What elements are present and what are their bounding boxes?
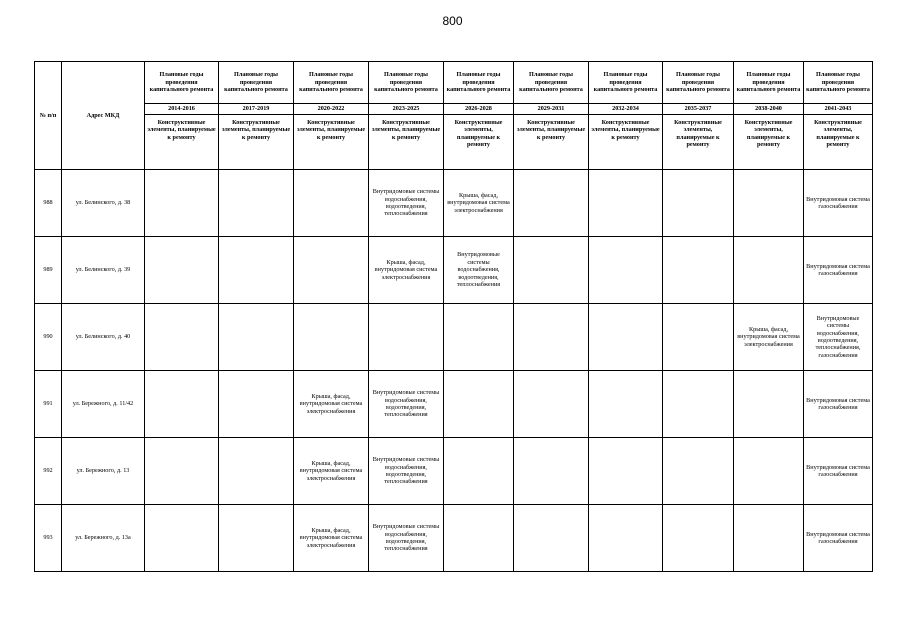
row-address: ул. Белинского, д. 38 — [62, 170, 145, 237]
table-cell — [219, 505, 294, 572]
period-header: 2041-2043 — [804, 104, 873, 115]
row-number: 991 — [35, 371, 62, 438]
row-address: ул. Бережного, д. 13 — [62, 438, 145, 505]
elements-header: Конструктивные элементы, планируемые к ремонту — [219, 115, 294, 170]
row-address: ул. Белинского, д. 40 — [62, 304, 145, 371]
period-header: 2020-2022 — [294, 104, 369, 115]
table-row — [35, 371, 873, 438]
table-cell: Крыша, фасад, внутридомовая система электроснабжения — [734, 304, 804, 371]
table-row — [35, 438, 873, 505]
table-cell: Внутридомовая система газоснабжения — [804, 237, 873, 304]
table-cell — [514, 170, 589, 237]
table-cell: Внутридомовые системы водоснабжения, водоотведения, теплоснабжения, газоснабжения — [804, 304, 873, 371]
table-cell — [589, 438, 663, 505]
period-header: 2038-2040 — [734, 104, 804, 115]
table-cell: Внутридомовая система газоснабжения — [804, 505, 873, 572]
table-cell — [514, 304, 589, 371]
row-number: 992 — [35, 438, 62, 505]
table-cell — [444, 505, 514, 572]
table-cell — [145, 371, 219, 438]
period-header: 2032-2034 — [589, 104, 663, 115]
table-cell — [294, 237, 369, 304]
years-header: Плановые годы проведения капитального ремонта — [369, 62, 444, 104]
elements-header: Конструктивные элементы, планируемые к ремонту — [444, 115, 514, 170]
row-number: 993 — [35, 505, 62, 572]
row-number: 988 — [35, 170, 62, 237]
elements-header: Конструктивные элементы, планируемые к ремонту — [294, 115, 369, 170]
table-cell — [444, 371, 514, 438]
table-cell: Внутридомовые системы водоснабжения, водоотведения, теплоснабжения — [444, 237, 514, 304]
repair-schedule-table — [34, 61, 873, 572]
table-row — [35, 304, 873, 371]
years-header: Плановые годы проведения капитального ремонта — [663, 62, 734, 104]
table-row — [35, 237, 873, 304]
years-header: Плановые годы проведения капитального ремонта — [804, 62, 873, 104]
table-cell — [514, 505, 589, 572]
table-cell — [219, 438, 294, 505]
header-row-years — [35, 62, 873, 104]
table-cell: Крыша, фасад, внутридомовая система электроснабжения — [294, 438, 369, 505]
period-header: 2035-2037 — [663, 104, 734, 115]
period-header: 2026-2028 — [444, 104, 514, 115]
years-header: Плановые годы проведения капитального ремонта — [219, 62, 294, 104]
table-cell — [663, 170, 734, 237]
table-cell — [734, 438, 804, 505]
elements-header: Конструктивные элементы, планируемые к ремонту — [145, 115, 219, 170]
table-row — [35, 170, 873, 237]
table-cell: Внутридомовая система газоснабжения — [804, 170, 873, 237]
period-header: 2023-2025 — [369, 104, 444, 115]
table-cell — [734, 371, 804, 438]
table-cell — [219, 237, 294, 304]
period-header: 2017-2019 — [219, 104, 294, 115]
table-cell: Крыша, фасад, внутридомовая система электроснабжения — [369, 237, 444, 304]
table-cell: Внутридомовые системы водоснабжения, водоотведения, теплоснабжения — [369, 371, 444, 438]
table-cell — [369, 304, 444, 371]
table-cell: Внутридомовая система газоснабжения — [804, 438, 873, 505]
row-number: 989 — [35, 237, 62, 304]
elements-header: Конструктивные элементы, планируемые к ремонту — [804, 115, 873, 170]
table-cell — [663, 371, 734, 438]
table-cell — [663, 438, 734, 505]
table-cell — [514, 237, 589, 304]
years-header: Плановые годы проведения капитального ремонта — [589, 62, 663, 104]
table-cell — [145, 438, 219, 505]
address-column-header: Адрес МКД — [62, 62, 145, 170]
table-cell — [663, 505, 734, 572]
period-header: 2014-2016 — [145, 104, 219, 115]
years-header: Плановые годы проведения капитального ремонта — [444, 62, 514, 104]
years-header: Плановые годы проведения капитального ремонта — [294, 62, 369, 104]
table-cell: Крыша, фасад, внутридомовая система электроснабжения — [444, 170, 514, 237]
table-cell — [589, 505, 663, 572]
table-cell — [219, 304, 294, 371]
elements-header: Конструктивные элементы, планируемые к ремонту — [734, 115, 804, 170]
table-cell — [219, 371, 294, 438]
elements-header: Конструктивные элементы, планируемые к ремонту — [369, 115, 444, 170]
table-cell — [663, 237, 734, 304]
table-cell — [444, 304, 514, 371]
table-cell: Крыша, фасад, внутридомовая система электроснабжения — [294, 371, 369, 438]
table-cell — [663, 304, 734, 371]
table-cell — [734, 237, 804, 304]
table-cell — [145, 304, 219, 371]
row-address: ул. Бережного, д. 13а — [62, 505, 145, 572]
table-cell — [145, 170, 219, 237]
table-cell — [145, 505, 219, 572]
table-cell: Внутридомовые системы водоснабжения, водоотведения, теплоснабжения — [369, 438, 444, 505]
table-cell — [514, 371, 589, 438]
header-row-elements — [35, 115, 873, 170]
row-address: ул. Бережного, д. 11/42 — [62, 371, 145, 438]
header-row-periods — [35, 104, 873, 115]
table-cell — [734, 505, 804, 572]
table-cell — [219, 170, 294, 237]
table-cell — [589, 304, 663, 371]
table-cell: Внутридомовая система газоснабжения — [804, 371, 873, 438]
years-header: Плановые годы проведения капитального ремонта — [145, 62, 219, 104]
row-number: 990 — [35, 304, 62, 371]
elements-header: Конструктивные элементы, планируемые к ремонту — [663, 115, 734, 170]
table-cell — [589, 237, 663, 304]
table-cell — [444, 438, 514, 505]
table-cell — [514, 438, 589, 505]
table-cell — [294, 170, 369, 237]
table-cell — [589, 170, 663, 237]
page-number: 800 — [442, 14, 463, 28]
period-header: 2029-2031 — [514, 104, 589, 115]
table-cell: Внутридомовые системы водоснабжения, водоотведения, теплоснабжения — [369, 170, 444, 237]
table-cell — [734, 170, 804, 237]
table-cell — [294, 304, 369, 371]
table-cell — [145, 237, 219, 304]
table-cell: Внутридомовые системы водоснабжения, водоотведения, теплоснабжения — [369, 505, 444, 572]
elements-header: Конструктивные элементы, планируемые к ремонту — [589, 115, 663, 170]
num-column-header: № п/п — [35, 62, 62, 170]
elements-header: Конструктивные элементы, планируемые к ремонту — [514, 115, 589, 170]
table-row — [35, 505, 873, 572]
years-header: Плановые годы проведения капитального ремонта — [734, 62, 804, 104]
row-address: ул. Белинского, д. 39 — [62, 237, 145, 304]
table-cell: Крыша, фасад, внутридомовая система электроснабжения — [294, 505, 369, 572]
years-header: Плановые годы проведения капитального ремонта — [514, 62, 589, 104]
table-cell — [589, 371, 663, 438]
